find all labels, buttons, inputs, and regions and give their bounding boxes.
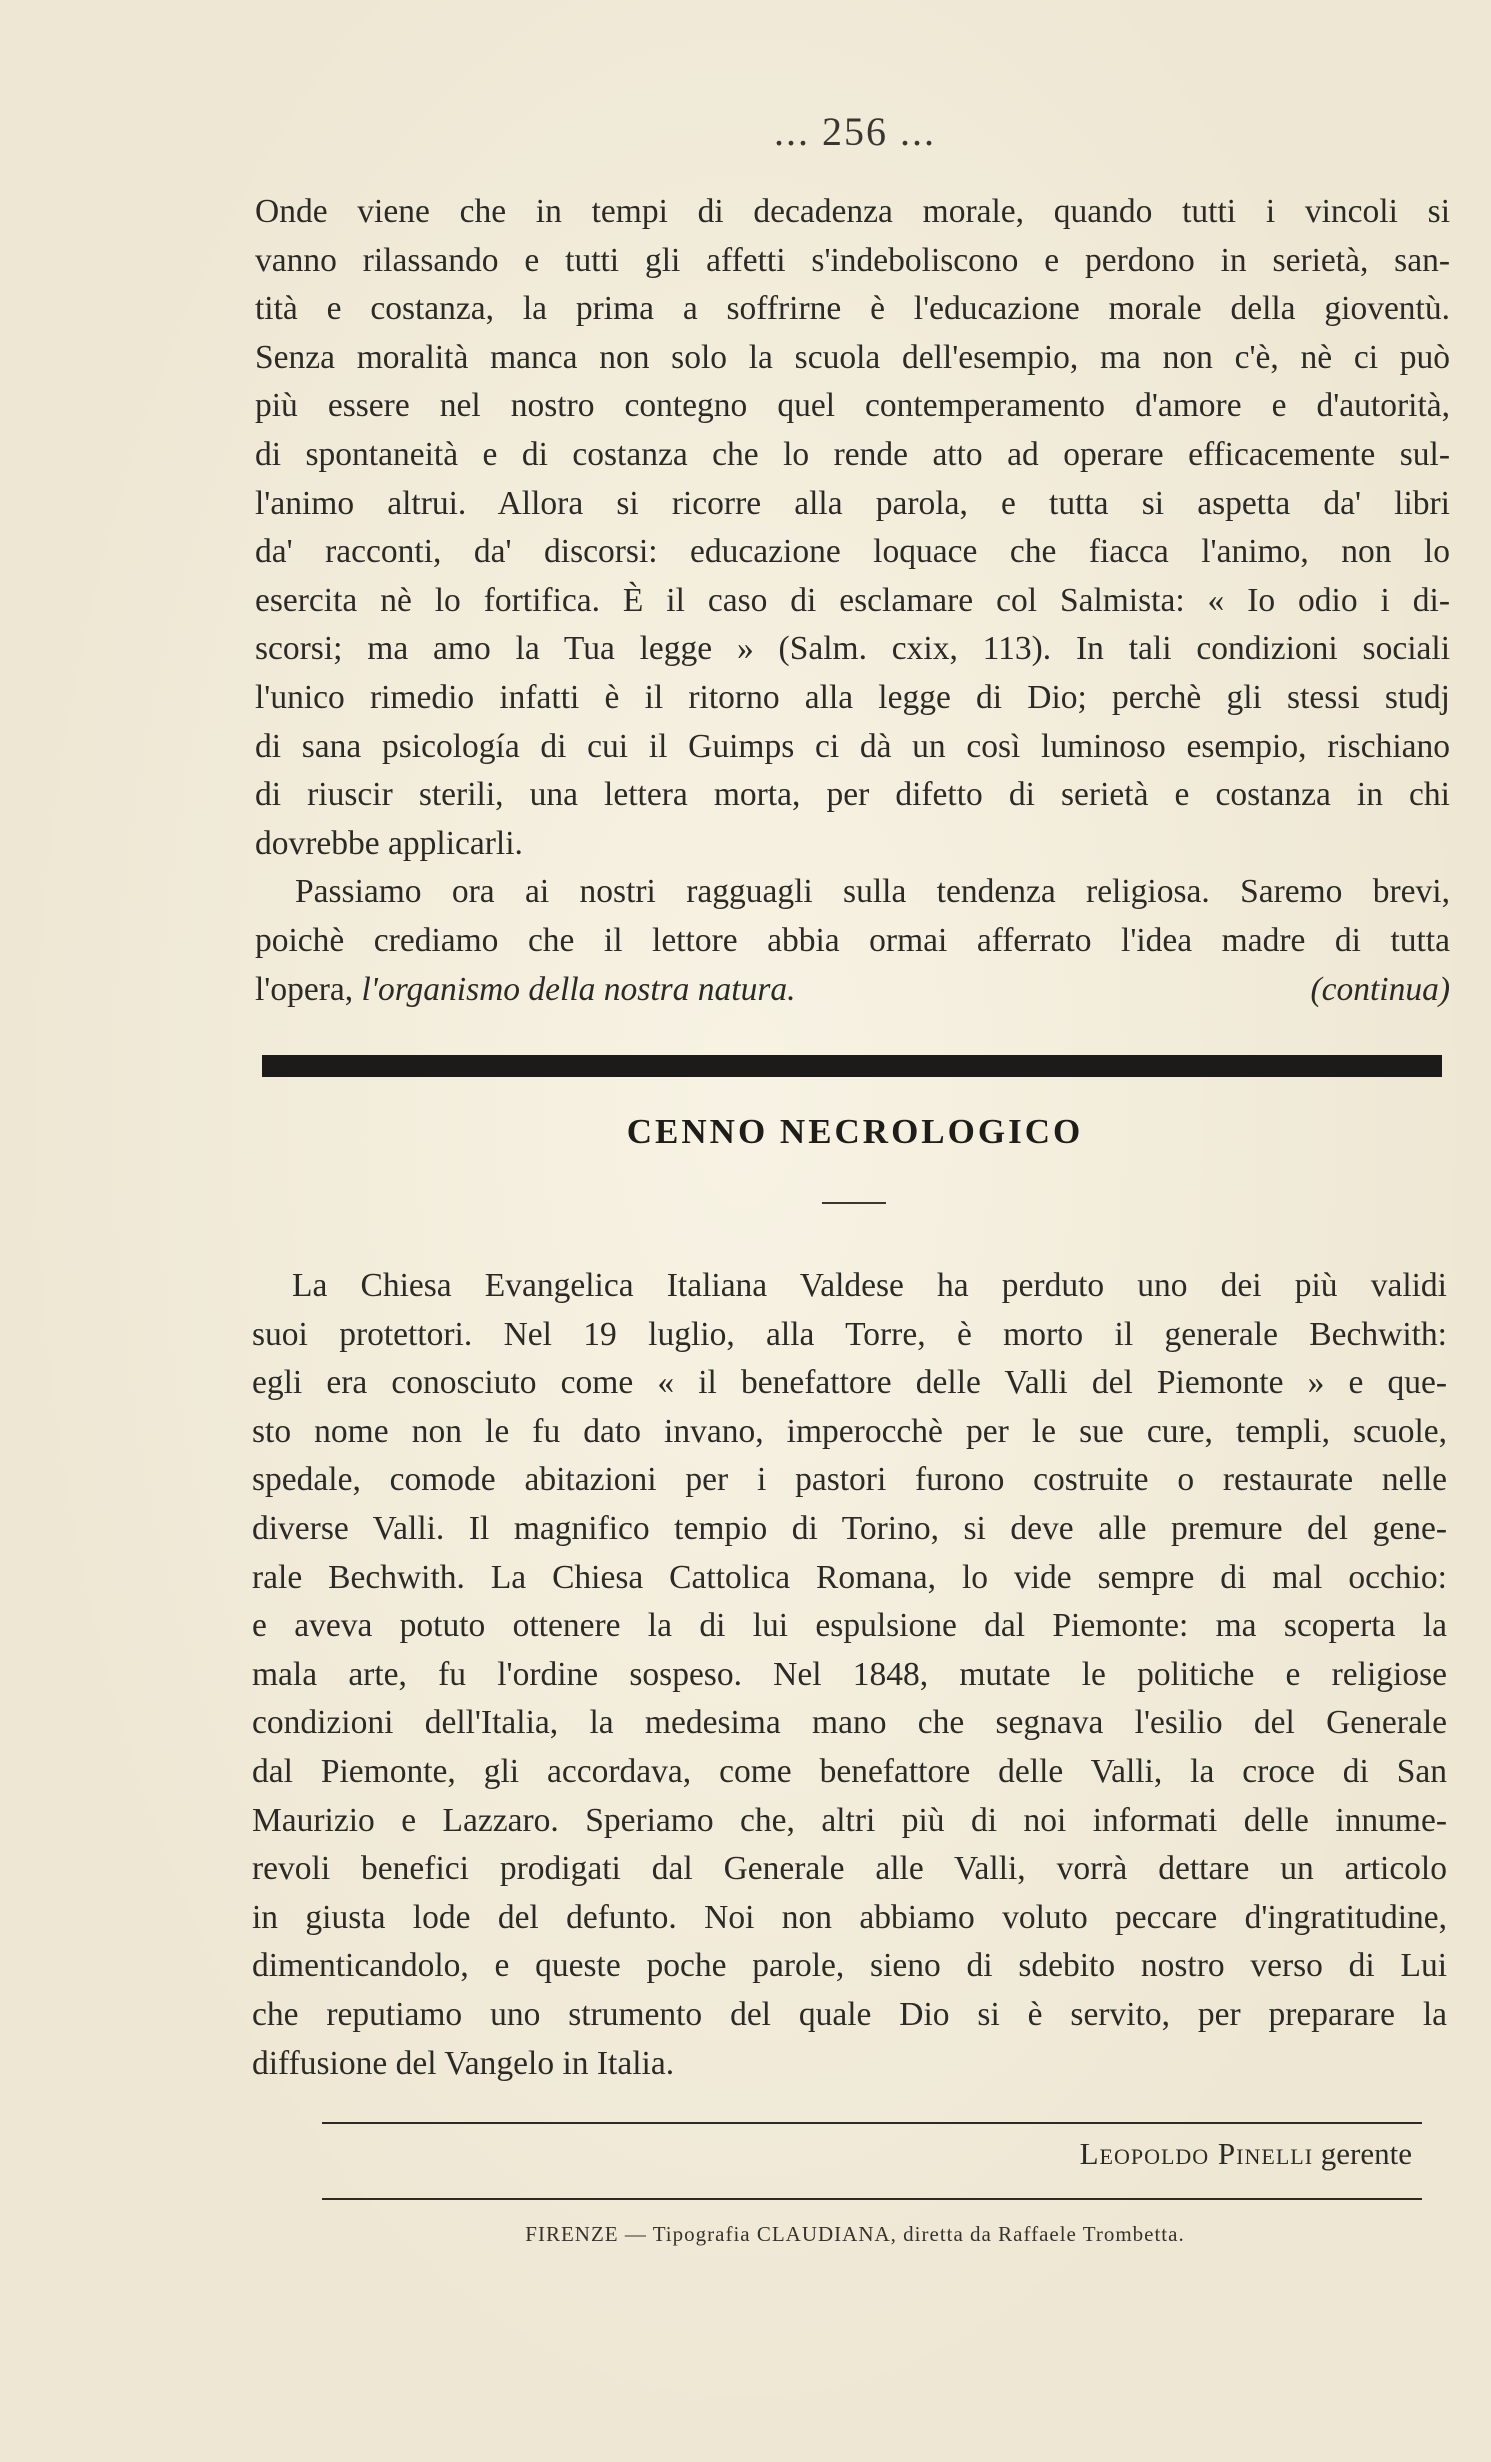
signature-rule-top <box>322 2122 1422 2124</box>
necrology-line: revoli benefici prodigati dal Generale alle Valli, vorrà dettare un articolo <box>252 1850 1447 1888</box>
necrology-line: in giusta lode del defunto. Noi non abbiamo voluto peccare d'ingratitudine, <box>252 1898 1447 1936</box>
signature-rule-bottom <box>322 2198 1422 2200</box>
necrology-line: rale Bechwith. La Chiesa Cattolica Romana, lo vide sempre di mal occhio: <box>252 1558 1447 1596</box>
continua-label: (continua) <box>1310 970 1450 1008</box>
closing-prefix: l'opera, <box>255 970 362 1008</box>
closing-italic: l'organismo della nostra natura. <box>361 970 796 1008</box>
necrology-line: mala arte, fu l'ordine sospeso. Nel 1848, mutate le politiche e religiose <box>252 1655 1447 1693</box>
article-line: dovrebbe applicarli. <box>255 824 523 862</box>
necrology-line: dal Piemonte, gli accordava, come benefattore delle Valli, la croce di San <box>252 1752 1447 1790</box>
necrology-line: diverse Valli. Il magnifico tempio di Torino, si deve alle premure del gene- <box>252 1509 1447 1547</box>
necrology-line: spedale, comode abitazioni per i pastori furono costruite o restaurate nelle <box>252 1461 1447 1499</box>
article-line: vanno rilassando e tutti gli affetti s'indeboliscono e perdono in serietà, san- <box>255 241 1450 279</box>
necrology-line: diffusione del Vangelo in Italia. <box>252 2044 675 2082</box>
article-line: Onde viene che in tempi di decadenza morale, quando tutti i vincoli si <box>255 193 1450 230</box>
article-text <box>255 188 1450 1014</box>
article-line: di sana psicología di cui il Guimps ci dà un così luminoso esempio, rischiano <box>255 727 1450 765</box>
necrology-line: egli era conosciuto come « il benefattore delle Valli del Piemonte » e que- <box>252 1364 1447 1402</box>
article-line: Passiamo ora ai nostri ragguagli sulla tendenza religiosa. Saremo brevi, <box>295 873 1450 911</box>
signature-name: Leopoldo Pinelli <box>1079 2136 1314 2171</box>
section-title: CENNO NECROLOGICO <box>626 1112 1084 1151</box>
article-line: di spontaneità e di costanza che lo rende atto ad operare efficacemente sul- <box>255 435 1450 473</box>
article-line: l'animo altrui. Allora si ricorre alla parola, e tutta si aspetta da' libri <box>255 484 1450 522</box>
article-line: Senza moralità manca non solo la scuola dell'esempio, ma non c'è, nè ci può <box>255 338 1450 376</box>
necrology-text <box>252 1262 1447 2088</box>
article-line: scorsi; ma amo la Tua legge » (Salm. cxix, 113). In tali condizioni sociali <box>255 630 1450 668</box>
necrology-line: sto nome non le fu dato invano, imperocchè per le sue cure, templi, scuole, <box>252 1412 1447 1450</box>
necrology-line: suoi protettori. Nel 19 luglio, alla Torre, è morto il generale Bechwith: <box>252 1315 1447 1353</box>
necrology-line: condizioni dell'Italia, la medesima mano che segnava l'esilio del Generale <box>252 1704 1447 1742</box>
necrology-line: e aveva potuto ottenere la di lui espulsione dal Piemonte: ma scoperta la <box>252 1607 1447 1645</box>
article-closing-line <box>255 966 1450 1015</box>
article-line: tità e costanza, la prima a soffrirne è l'educazione morale della gioventù. <box>255 290 1450 328</box>
page-number: ... 256 ... <box>774 109 936 154</box>
article-line: l'unico rimedio infatti è il ritorno alla legge di Dio; perchè gli stessi studj <box>255 678 1450 716</box>
article-line: poichè crediamo che il lettore abbia ormai afferrato l'idea madre di tutta <box>255 921 1450 959</box>
closing-text <box>255 966 796 1015</box>
signature-role: gerente <box>1320 2136 1412 2171</box>
title-underline <box>822 1202 886 1204</box>
article-line: da' racconti, da' discorsi: educazione loquace che fiacca l'animo, non lo <box>255 533 1450 571</box>
article-line: più essere nel nostro contegno quel contemperamento d'amore e d'autorità, <box>255 387 1450 425</box>
signature <box>0 2136 1412 2172</box>
necrology-line: La Chiesa Evangelica Italiana Valdese ha perduto uno dei più validi <box>292 1267 1447 1304</box>
necrology-line: che reputiamo uno strumento del quale Dio si è servito, per preparare la <box>252 1995 1447 2033</box>
article-line: esercita nè lo fortifica. È il caso di esclamare col Salmista: « Io odio i di- <box>255 581 1450 619</box>
necrology-line: dimenticandolo, e queste poche parole, sieno di sdebito nostro verso di Lui <box>252 1947 1447 1985</box>
printer-imprint: FIRENZE — Tipografia CLAUDIANA, diretta da Raffaele Trombetta. <box>525 2222 1185 2246</box>
article-line: di riuscir sterili, una lettera morta, per difetto di serietà e costanza in chi <box>255 776 1450 814</box>
section-divider <box>262 1055 1442 1077</box>
necrology-line: Maurizio e Lazzaro. Speriamo che, altri più di noi informati delle innume- <box>252 1801 1447 1839</box>
